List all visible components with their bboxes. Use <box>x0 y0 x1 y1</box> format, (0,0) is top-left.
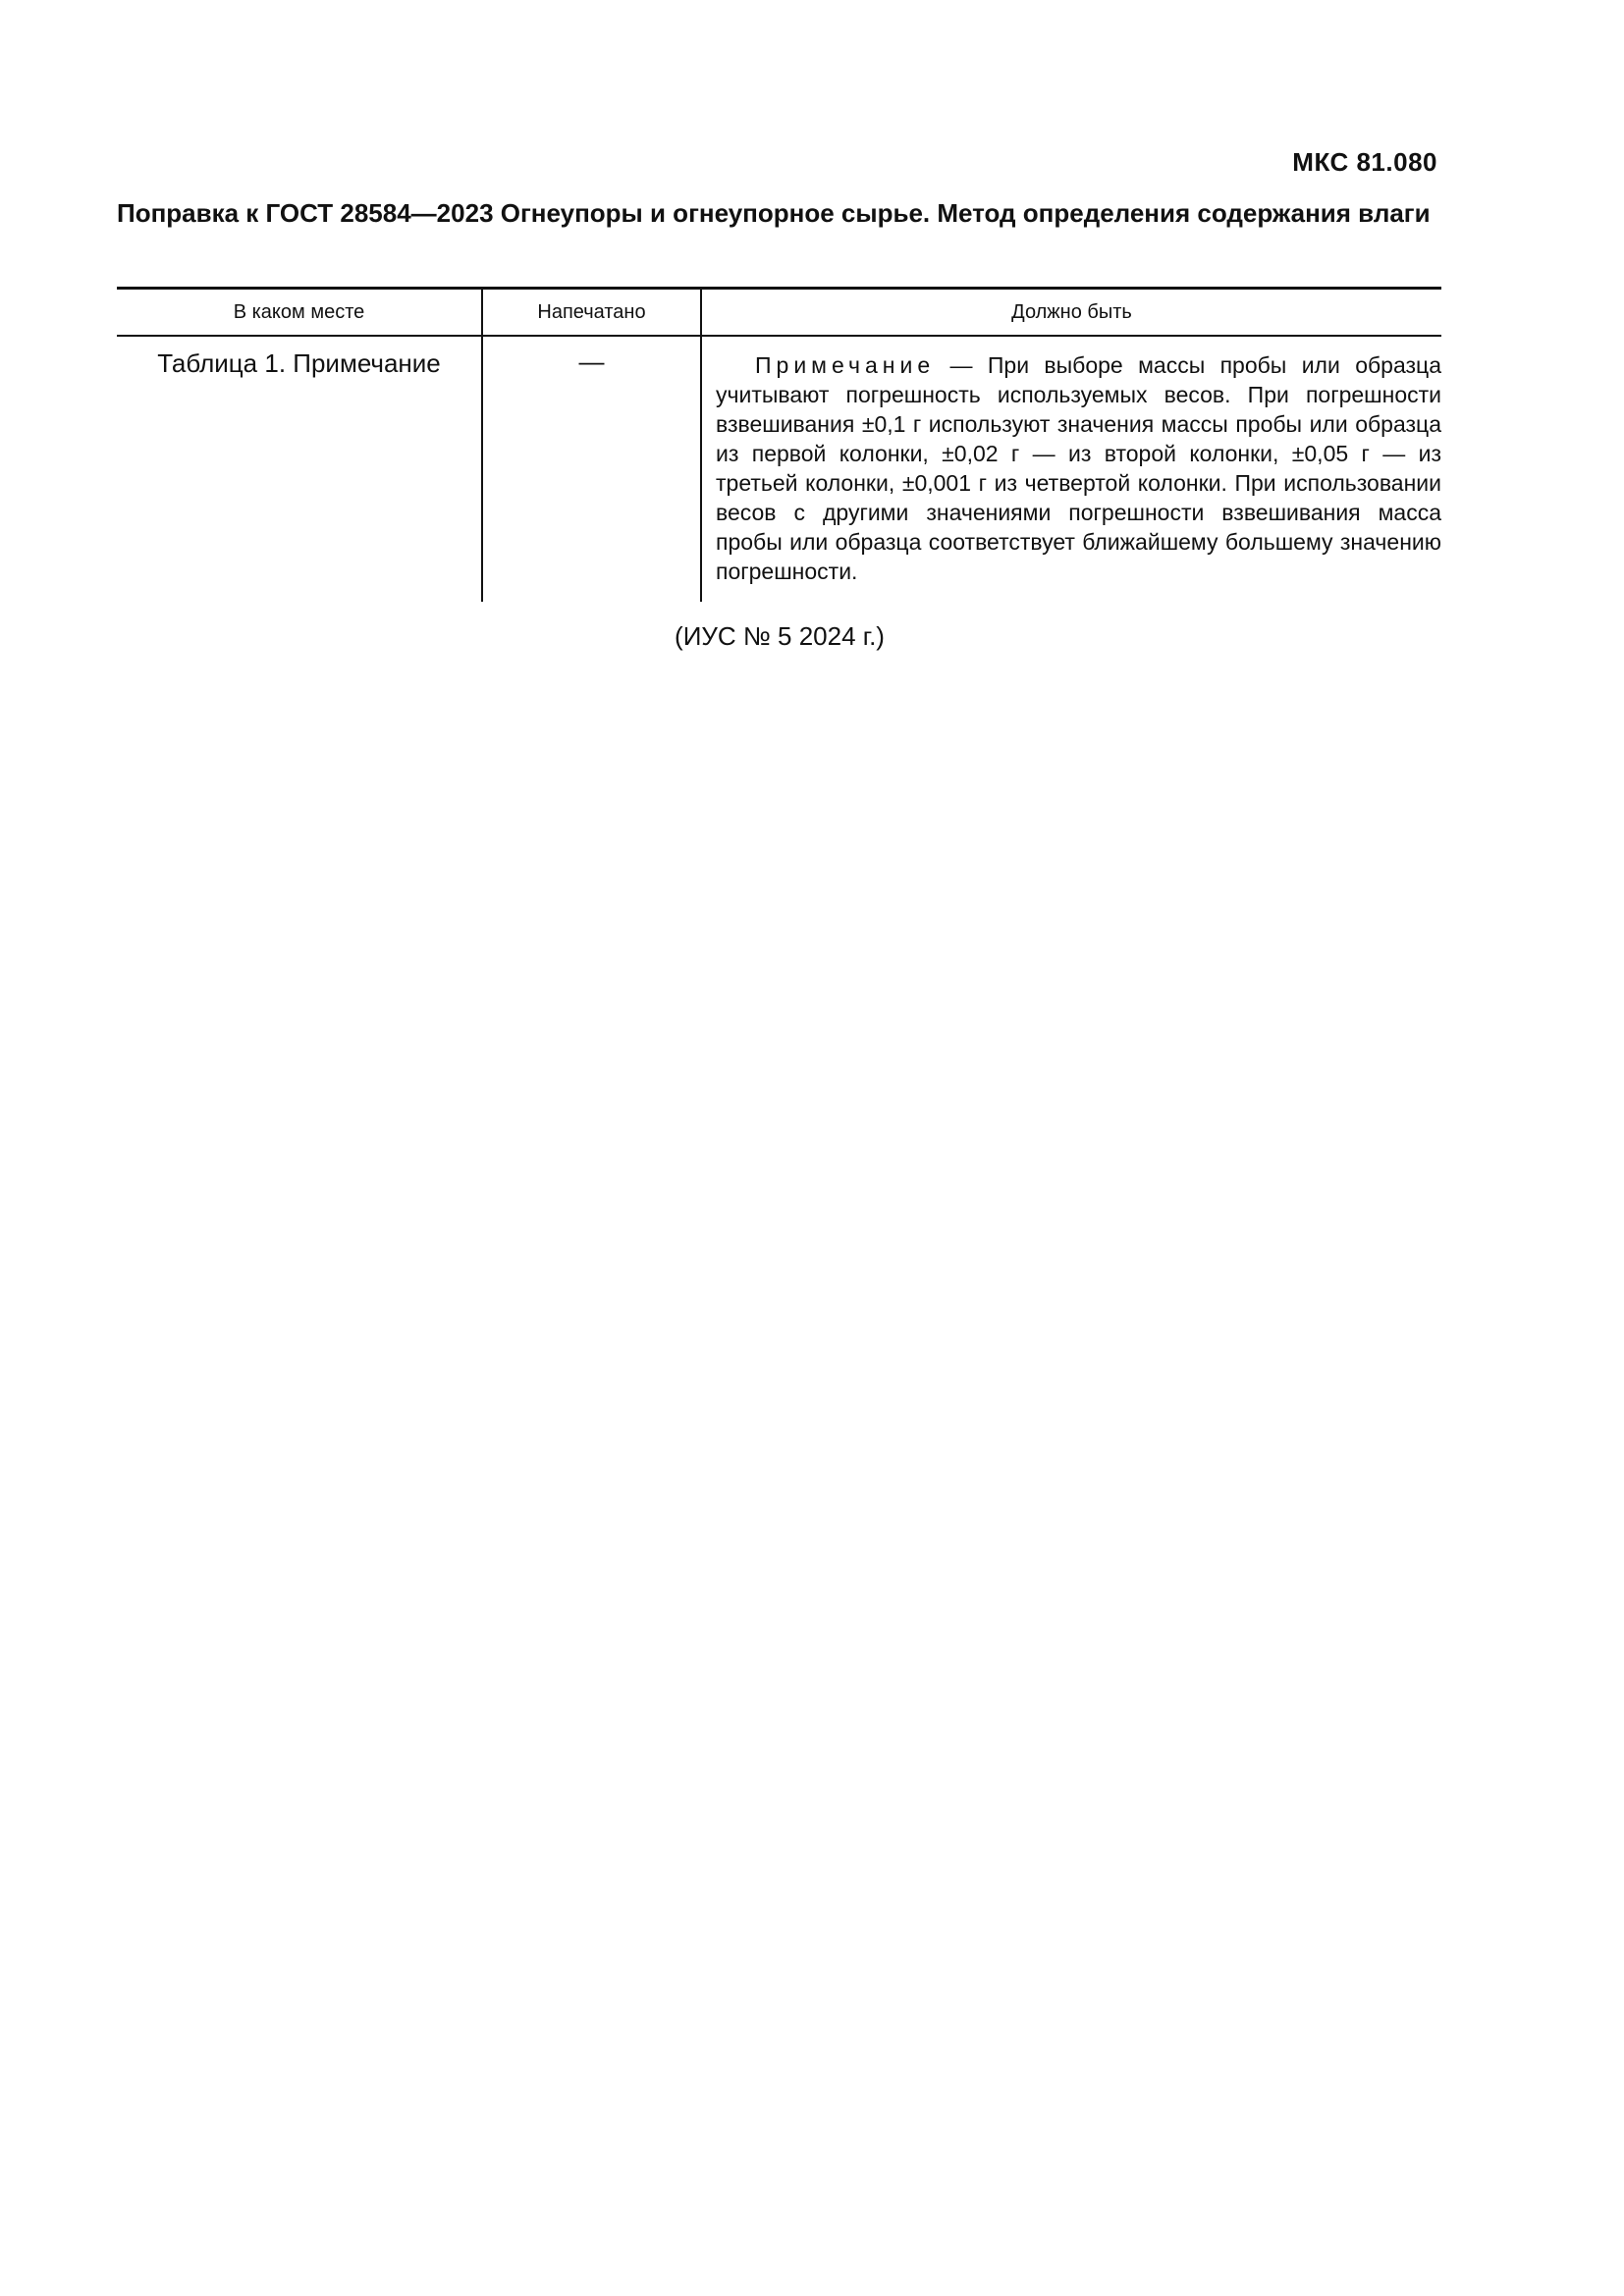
column-header-printed: Напечатано <box>482 289 701 337</box>
printed-cell: — <box>482 336 701 602</box>
note-text: — При выборе массы пробы или образца учитывают погрешность используемых весов. При погрешности взвешивания ±0,1 г используют значения массы пробы или образца из первой колонки, ±0,02 г — из второй колонки, ±0,05 г — из третьей колонки, ±0,001 г из четвертой колонки. При использовании весов с другими значениями погрешности взвешивания масса пробы или образца соответствует ближайшему большему значению погрешности. <box>716 352 1441 584</box>
column-header-place: В каком месте <box>117 289 482 337</box>
note-lead: Примечание <box>755 352 936 378</box>
place-cell: Таблица 1. Примечание <box>117 336 482 602</box>
mks-code: МКС 81.080 <box>1292 147 1437 177</box>
table-row <box>117 336 1441 602</box>
document-title: Поправка к ГОСТ 28584—2023 Огнеупоры и огнеупорное сырье. Метод определения содержания влаги <box>117 198 1431 228</box>
ius-reference: (ИУС № 5 2024 г.) <box>675 621 885 651</box>
column-header-should-be: Должно быть <box>701 289 1441 337</box>
should-be-cell <box>701 336 1441 602</box>
table-header-row <box>117 289 1441 337</box>
amendment-table <box>117 287 1441 602</box>
